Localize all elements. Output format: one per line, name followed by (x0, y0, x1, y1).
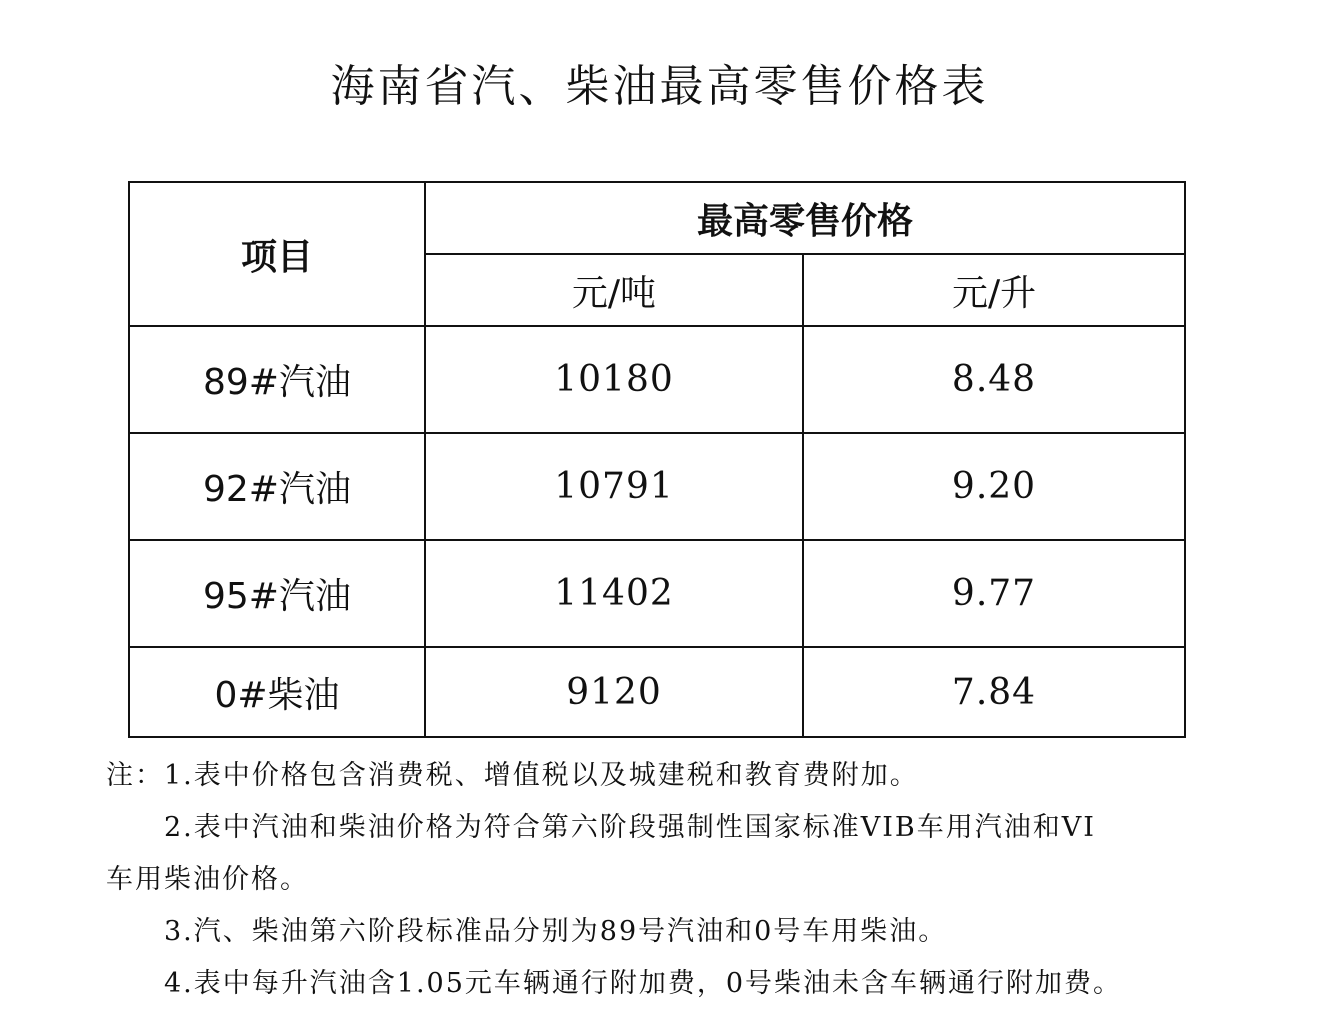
table-row (129, 647, 1185, 737)
header-unit-liter: 元/升 (803, 254, 1185, 326)
row-item: 92#汽油 (129, 433, 425, 540)
table-row (129, 326, 1185, 433)
table-row (129, 540, 1185, 647)
table-header-row (129, 182, 1185, 254)
row-price-per-ton: 9120 (425, 647, 803, 737)
header-item: 项目 (129, 182, 425, 326)
page-title: 海南省汽、柴油最高零售价格表 (330, 61, 989, 112)
row-item: 95#汽油 (129, 540, 425, 647)
table-row (129, 433, 1185, 540)
row-price-per-liter: 8.48 (803, 326, 1185, 433)
price-table (128, 181, 1186, 738)
header-max-retail-price: 最高零售价格 (425, 182, 1185, 254)
row-price-per-liter: 9.77 (803, 540, 1185, 647)
row-item: 0#柴油 (129, 647, 425, 737)
note-2: 2.表中汽油和柴油价格为符合第六阶段强制性国家标准VIB车用汽油和VI (164, 812, 1096, 843)
header-unit-ton: 元/吨 (425, 254, 803, 326)
row-price-per-liter: 7.84 (803, 647, 1185, 737)
note-1: 注：1.表中价格包含消费税、增值税以及城建税和教育费附加。 (106, 760, 919, 791)
note-3: 3.汽、柴油第六阶段标准品分别为89号汽油和0号车用柴油。 (164, 916, 948, 947)
row-price-per-ton: 11402 (425, 540, 803, 647)
note-2-continuation: 车用柴油价格。 (106, 864, 309, 895)
row-price-per-ton: 10180 (425, 326, 803, 433)
notes-section (106, 750, 1246, 1010)
row-price-per-liter: 9.20 (803, 433, 1185, 540)
row-price-per-ton: 10791 (425, 433, 803, 540)
row-item: 89#汽油 (129, 326, 425, 433)
note-4: 4.表中每升汽油含1.05元车辆通行附加费，0号柴油未含车辆通行附加费。 (164, 968, 1123, 999)
